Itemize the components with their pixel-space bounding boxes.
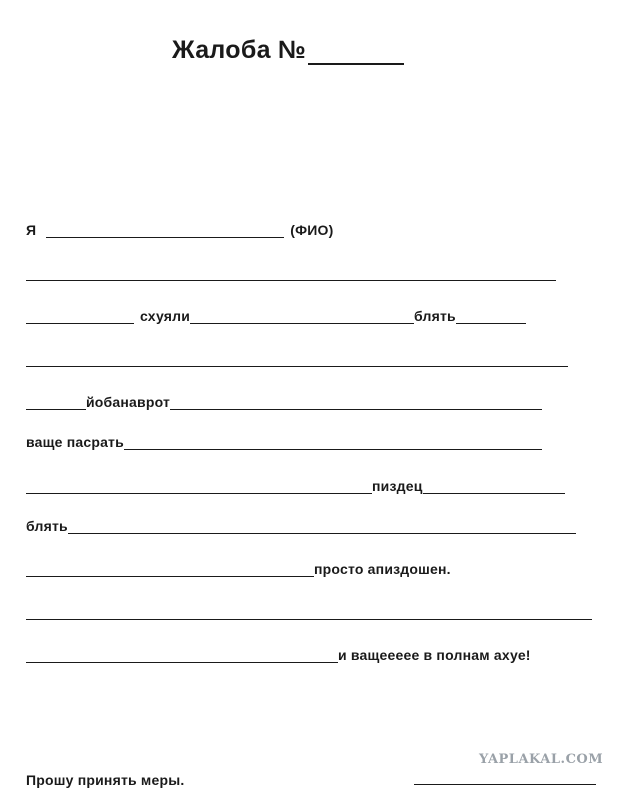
line-8-blank — [68, 519, 576, 534]
signature-blank — [414, 770, 596, 785]
line-6-blank — [124, 435, 542, 450]
form-line-8 — [26, 516, 576, 534]
line-5-blank-a — [26, 395, 86, 410]
form-line-6 — [26, 432, 542, 450]
line-3-blank-b — [190, 309, 414, 324]
line-5-blank-b — [170, 395, 542, 410]
form-line-3 — [26, 306, 526, 324]
line-11-word: и ващеееее в полнам ахуе! — [338, 647, 531, 663]
line-10-blank — [26, 605, 592, 620]
line-3-blank-c — [456, 309, 526, 324]
closing-line — [26, 770, 184, 788]
line-3-word-2: блять — [414, 308, 456, 324]
line-9-blank — [26, 562, 314, 577]
line-8-word: блять — [26, 518, 68, 534]
form-title — [172, 36, 404, 65]
line-5-word: йобанаврот — [86, 394, 171, 410]
site-watermark: YAPLAKAL.COM — [479, 752, 604, 767]
line-4-blank — [26, 352, 568, 367]
form-line-7 — [26, 476, 565, 494]
form-line-2 — [26, 263, 556, 281]
name-blank — [46, 223, 284, 238]
form-line-9 — [26, 559, 451, 577]
form-line-10 — [26, 602, 592, 620]
form-line-1 — [26, 220, 334, 238]
line-3-blank-a — [26, 309, 134, 324]
line-11-blank — [26, 648, 338, 663]
line-9-word: просто апиздошен. — [314, 561, 451, 577]
closing-text: Прошу принять меры. — [26, 772, 185, 788]
form-line-4 — [26, 349, 568, 367]
line-3-word-1: схуяли — [140, 308, 191, 324]
line-7-word: пиздец — [372, 478, 423, 494]
complaint-number-blank — [308, 41, 404, 65]
line-6-word: ваще пасрать — [26, 434, 124, 450]
form-line-5 — [26, 392, 542, 410]
form-line-11 — [26, 645, 531, 663]
line-7-blank-b — [423, 479, 565, 494]
line-1-suffix: (ФИО) — [290, 222, 334, 238]
line-7-blank-a — [26, 479, 372, 494]
form-title-text: Жалоба № — [172, 36, 307, 64]
line-1-word: Я — [26, 222, 37, 238]
line-2-blank — [26, 266, 556, 281]
